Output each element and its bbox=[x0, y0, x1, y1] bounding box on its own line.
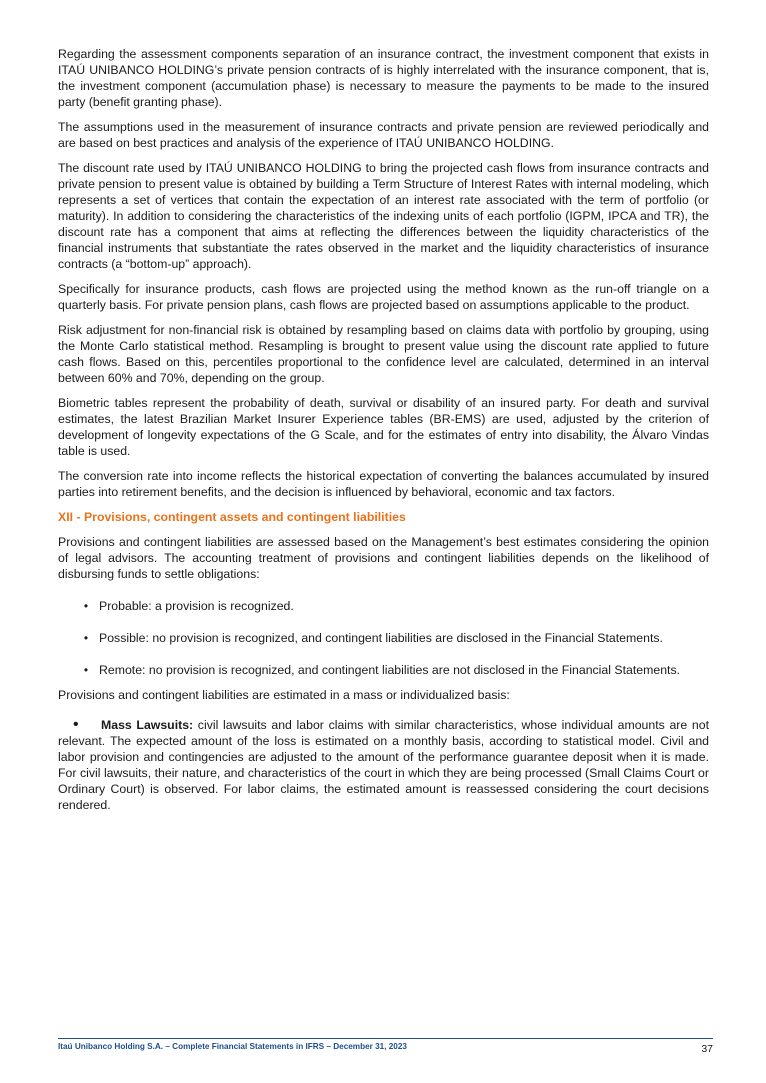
bullet-text: Possible: no provision is recognized, and contingent liabilities are disclosed in the Financial Statements. bbox=[99, 631, 663, 645]
bullet-icon: • bbox=[83, 663, 89, 677]
paragraph-assumptions: The assumptions used in the measurement of insurance contracts and private pension are reviewed periodically and are based on best practices and analysis of the experience of ITAÚ UNIBANCO HOLDING. bbox=[58, 120, 709, 150]
paragraph-discount-rate: The discount rate used by ITAÚ UNIBANCO HOLDING to bring the projected cash flows from insurance contracts and private pension to present value is obtained by building a Term Structure of Interest Rates with internal modeling, which represents a set of vertices that contain the expectation of an interest rate associated with the term of portfolio (or maturity). In addition to considering the characteristics of the indexing units of each portfolio (IGPM, IPCA and TR), the discount rate has a component that aims at reflecting the differences between the liquidity characteristics of the financial instruments that substantiate the rates observed in the market and the liquidity characteristics of insurance contracts (a “bottom-up” approach). bbox=[58, 161, 709, 271]
bullet-probable bbox=[58, 598, 709, 614]
paragraph-biometric-tables: Biometric tables represent the probability of death, survival or disability of an insured party. For death and survival estimates, the latest Brazilian Market Insurer Experience tables (BR-EMS) are used, adjusted by the criterion of development of longevity expectations of the G Scale, and for the estimates of entry into disability, the Álvaro Vindas table is used. bbox=[58, 396, 709, 458]
section-intro: Provisions and contingent liabilities are assessed based on the Management’s best estimates considering the opinion of legal advisors. The accounting treatment of provisions and contingent liabilities depends on the likelihood of disbursing funds to settle obligations: bbox=[58, 535, 709, 581]
bullet-icon: • bbox=[73, 716, 79, 733]
estimate-basis-text: Provisions and contingent liabilities are estimated in a mass or individualized basis: bbox=[58, 688, 510, 702]
bullet-possible bbox=[58, 630, 709, 646]
mass-lawsuits-title: Mass Lawsuits: bbox=[101, 718, 194, 732]
footer-document-title: Itaú Unibanco Holding S.A. – Complete Financial Statements in IFRS – December 31, 2023 bbox=[58, 1042, 407, 1051]
paragraph-conversion-rate: The conversion rate into income reflects the historical expectation of converting the balances accumulated by insured parties into retirement benefits, and the decision is influenced by behavioral, economic and tax factors. bbox=[58, 469, 709, 499]
bullet-remote bbox=[58, 662, 709, 678]
document-body bbox=[58, 46, 709, 829]
bullet-text: Remote: no provision is recognized, and contingent liabilities are not disclosed in the Financial Statements. bbox=[99, 663, 681, 677]
bullet-icon: • bbox=[83, 599, 89, 613]
page-footer bbox=[58, 1038, 713, 1055]
paragraph-risk-adjustment: Risk adjustment for non-financial risk is obtained by resampling based on claims data with portfolio by grouping, using the Monte Carlo statistical method. Resampling is brought to present value using the discount rate applied to future cash flows. Based on this, percentiles proportional to the confidence level are calculated, determined in an interval between 60% and 70%, depending on the group. bbox=[58, 323, 709, 385]
paragraph-cash-flows: Specifically for insurance products, cash flows are projected using the method known as the run-off triangle on a quarterly basis. For private pension plans, cash flows are projected based on assumptions applicable to the product. bbox=[58, 282, 709, 312]
bullet-text: Probable: a provision is recognized. bbox=[99, 599, 294, 613]
bullet-icon: • bbox=[83, 631, 89, 645]
section-heading: XII - Provisions, contingent assets and contingent liabilities bbox=[58, 510, 406, 524]
page-number: 37 bbox=[701, 1043, 713, 1055]
mass-lawsuits-text: civil lawsuits and labor claims with similar characteristics, whose individual amounts are not relevant. The expected amount of the loss is estimated on a monthly basis, according to statistical model. Civil and labor provision and contingencies are adjusted to the amount of the performance guarantee deposit when it is made. For civil lawsuits, their nature, and characteristics of the court in which they are being processed (Small Claims Court or Ordinary Court) is observed. For labor claims, the estimated amount is reassessed considering the court decisions rendered. bbox=[58, 718, 709, 812]
paragraph-investment-component: Regarding the assessment components separation of an insurance contract, the investment component that exists in ITAÚ UNIBANCO HOLDING’s private pension contracts of is highly interrelated with the insurance component, that is, the investment component (accumulation phase) is necessary to measure the payments to be made to the insured party (benefit granting phase). bbox=[58, 47, 709, 109]
bullet-mass-lawsuits bbox=[58, 717, 709, 813]
